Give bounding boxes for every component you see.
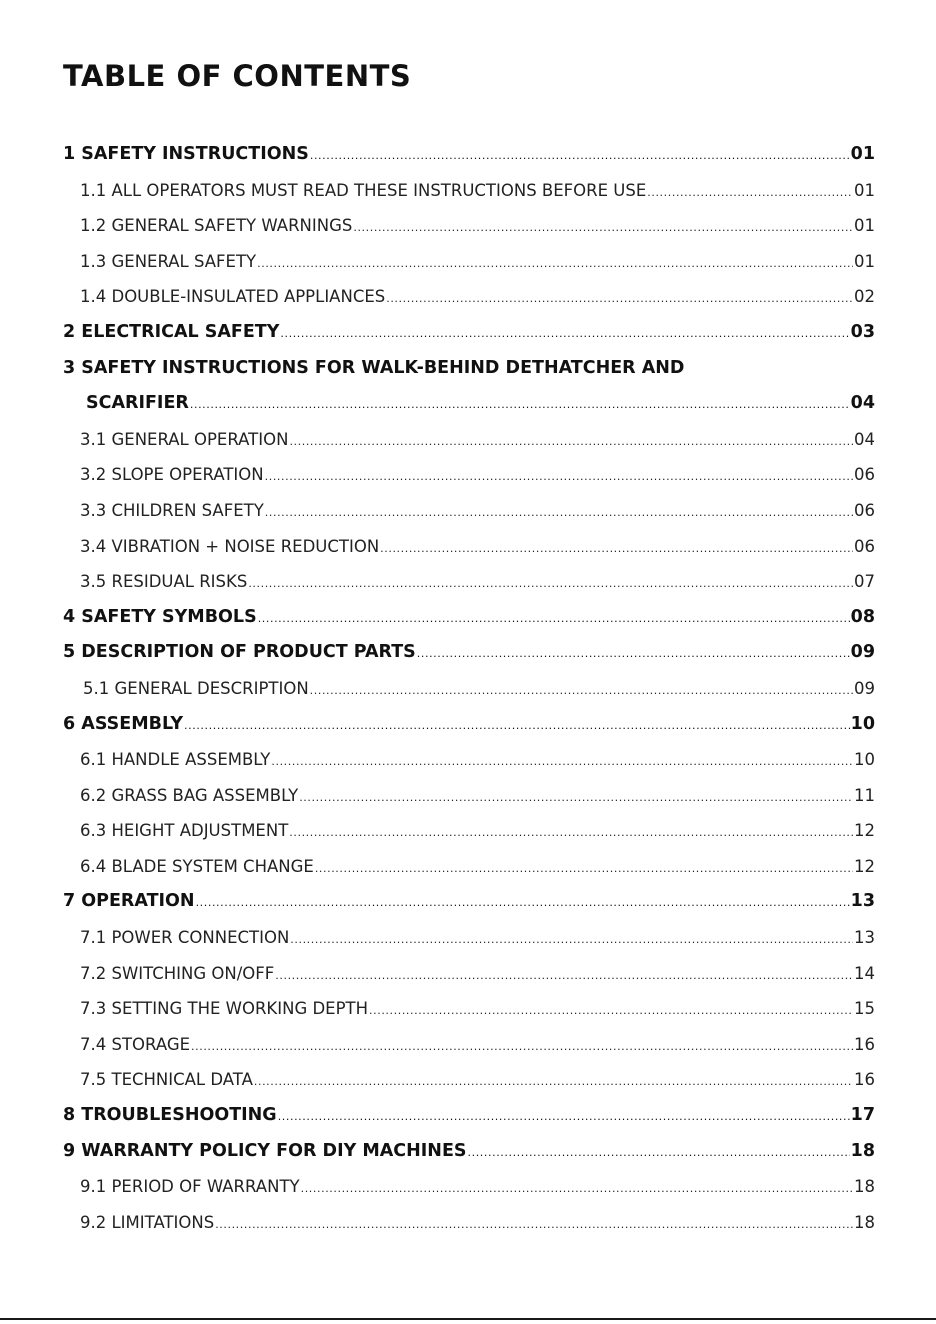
toc-entry-9-2[interactable] <box>63 1205 875 1241</box>
toc-entry-3-3[interactable] <box>63 493 875 529</box>
toc-page-number: 13 <box>854 928 875 948</box>
toc-entry-label: 7.2 SWITCHING ON/OFF <box>80 963 275 983</box>
toc-entry-label: 9 WARRANTY POLICY FOR DIY MACHINES <box>63 1140 467 1161</box>
toc-leader-dots <box>386 281 853 315</box>
toc-leader-dots <box>248 566 853 600</box>
toc-page-number: 04 <box>854 429 875 449</box>
toc-page-number: 14 <box>854 963 875 983</box>
toc-page-number: 06 <box>854 500 875 520</box>
toc-entry-3-2[interactable] <box>63 457 875 493</box>
toc-page-number: 06 <box>854 536 875 556</box>
toc-entry-6-3[interactable] <box>63 813 875 849</box>
toc-leader-dots <box>647 175 853 209</box>
toc-entry-7-5[interactable] <box>63 1062 875 1098</box>
toc-page-number: 16 <box>854 1034 875 1054</box>
page-title: TABLE OF CONTENTS <box>63 59 412 93</box>
toc-entry-label: 8 TROUBLESHOOTING <box>63 1105 277 1126</box>
toc-leader-dots <box>380 531 853 565</box>
toc-page-number: 01 <box>854 251 875 271</box>
toc-leader-dots <box>301 1171 853 1205</box>
toc-entry-7-4[interactable] <box>63 1027 875 1063</box>
toc-leader-dots <box>417 636 850 671</box>
toc-page-number: 09 <box>854 678 875 698</box>
toc-entry-label: 3.1 GENERAL OPERATION <box>80 429 289 449</box>
toc-entry-1-1[interactable] <box>63 173 875 209</box>
toc-page-number: 02 <box>854 287 875 307</box>
bottom-rule <box>0 1318 936 1320</box>
toc-leader-dots <box>191 1029 853 1063</box>
toc-leader-dots <box>280 316 849 351</box>
toc-page-number: 11 <box>854 785 875 805</box>
toc-leader-dots <box>315 851 853 885</box>
toc-page-number: 06 <box>854 465 875 485</box>
toc-page-number: 01 <box>850 144 875 164</box>
toc-leader-dots <box>254 1064 853 1098</box>
toc-page-number: 12 <box>854 821 875 841</box>
toc-entry-7-1[interactable] <box>63 920 875 956</box>
toc-entry-label: 1.4 DOUBLE-INSULATED APPLIANCES <box>80 287 386 307</box>
toc-leader-dots <box>369 993 853 1027</box>
toc-entry-label: SCARIFIER <box>86 393 189 414</box>
toc-entry-label: 7.5 TECHNICAL DATA <box>80 1070 253 1090</box>
toc-entry-7-3[interactable] <box>63 991 875 1027</box>
toc-page-number: 08 <box>850 606 875 627</box>
toc-leader-dots <box>353 210 853 244</box>
toc-entry-label: 5.1 GENERAL DESCRIPTION <box>83 678 309 698</box>
toc-entry-label: 6.1 HANDLE ASSEMBLY <box>80 750 271 770</box>
toc-page-number: 01 <box>854 180 875 200</box>
toc-page-number: 09 <box>850 642 875 663</box>
toc-entry-3-continued[interactable] <box>63 386 875 422</box>
toc-entry-label: 1.3 GENERAL SAFETY <box>80 251 257 271</box>
toc-leader-dots <box>290 922 853 956</box>
toc-page-number: 04 <box>850 393 875 414</box>
toc-leader-dots <box>190 387 850 422</box>
toc-page-number: 10 <box>850 713 875 734</box>
toc-entry-label: 3.5 RESIDUAL RISKS <box>80 572 248 592</box>
toc-leader-dots <box>184 708 850 743</box>
toc-leader-dots <box>265 495 853 529</box>
toc-entry-label: 2 ELECTRICAL SAFETY <box>63 321 280 342</box>
toc-entry-6-2[interactable] <box>63 778 875 814</box>
toc-leader-dots <box>271 744 853 778</box>
toc-leader-dots <box>289 424 853 458</box>
toc-leader-dots <box>258 601 850 636</box>
toc-entry-8[interactable] <box>63 1098 875 1134</box>
toc-page-number: 03 <box>850 321 875 342</box>
toc-entry-5-1[interactable] <box>63 671 875 707</box>
toc-entry-label: 3.3 CHILDREN SAFETY <box>80 500 264 520</box>
toc-leader-dots <box>257 246 853 280</box>
toc-leader-dots <box>310 138 850 173</box>
toc-entry-3-5[interactable] <box>63 564 875 600</box>
toc-entry-4[interactable] <box>63 600 875 636</box>
toc-entry-label: 6 ASSEMBLY <box>63 713 184 734</box>
toc-entry-1-3[interactable] <box>63 244 875 280</box>
toc-page-number: 18 <box>854 1212 875 1232</box>
toc-entry-label: 7.1 POWER CONNECTION <box>80 928 290 948</box>
table-of-contents <box>63 137 875 1240</box>
toc-entry-label: 3.4 VIBRATION + NOISE REDUCTION <box>80 536 380 556</box>
toc-entry-label: 6.3 HEIGHT ADJUSTMENT <box>80 821 289 841</box>
toc-entry-9-1[interactable] <box>63 1169 875 1205</box>
toc-page-number: 17 <box>850 1105 875 1126</box>
toc-entry-3[interactable] <box>63 351 875 387</box>
toc-leader-dots <box>289 815 853 849</box>
toc-page-number: 18 <box>850 1140 875 1161</box>
toc-leader-dots <box>468 1135 850 1170</box>
toc-entry-7[interactable] <box>63 884 875 920</box>
toc-entry-label: 4 SAFETY SYMBOLS <box>63 606 257 627</box>
toc-entry-label: 7 OPERATION <box>63 891 195 912</box>
toc-page-number: 15 <box>854 999 875 1019</box>
toc-leader-dots <box>196 885 850 920</box>
toc-entry-label: 1.2 GENERAL SAFETY WARNINGS <box>80 216 353 236</box>
toc-entry-label: 9.1 PERIOD OF WARRANTY <box>80 1177 300 1197</box>
toc-leader-dots <box>278 1099 850 1134</box>
toc-entry-9[interactable] <box>63 1134 875 1170</box>
toc-page-number: 12 <box>854 856 875 876</box>
toc-page-number: 18 <box>854 1177 875 1197</box>
toc-entry-label: 7.3 SETTING THE WORKING DEPTH <box>80 999 369 1019</box>
toc-entry-label: 5 DESCRIPTION OF PRODUCT PARTS <box>63 642 416 663</box>
toc-entry-6-4[interactable] <box>63 849 875 885</box>
toc-entry-label: 6.4 BLADE SYSTEM CHANGE <box>80 856 314 876</box>
toc-page-number: 10 <box>854 750 875 770</box>
toc-entry-2[interactable] <box>63 315 875 351</box>
toc-entry-label: 3.2 SLOPE OPERATION <box>80 465 264 485</box>
toc-entry-label: 6.2 GRASS BAG ASSEMBLY <box>80 785 299 805</box>
toc-page-number: 16 <box>854 1070 875 1090</box>
toc-entry-1[interactable] <box>63 137 875 173</box>
toc-entry-1-4[interactable] <box>63 279 875 315</box>
toc-entry-3-4[interactable] <box>63 529 875 565</box>
toc-entry-6[interactable] <box>63 707 875 743</box>
toc-leader-dots <box>299 780 853 814</box>
toc-page-number: 07 <box>854 572 875 592</box>
toc-entry-5[interactable] <box>63 635 875 671</box>
toc-entry-label: 7.4 STORAGE <box>80 1034 191 1054</box>
toc-leader-dots <box>265 459 853 493</box>
toc-entry-3-1[interactable] <box>63 422 875 458</box>
toc-entry-label: 1 SAFETY INSTRUCTIONS <box>63 144 309 164</box>
toc-entry-label: 9.2 LIMITATIONS <box>80 1212 215 1232</box>
toc-entry-7-2[interactable] <box>63 956 875 992</box>
toc-page-number: 01 <box>854 216 875 236</box>
toc-entry-label: 3 SAFETY INSTRUCTIONS FOR WALK-BEHIND DETHATCHER AND <box>63 357 685 378</box>
toc-page-number: 13 <box>850 891 875 912</box>
toc-leader-dots <box>310 673 853 707</box>
toc-leader-dots <box>215 1207 853 1241</box>
toc-entry-label: 1.1 ALL OPERATORS MUST READ THESE INSTRUCTIONS BEFORE USE <box>80 180 647 200</box>
toc-leader-dots <box>275 958 853 992</box>
toc-entry-1-2[interactable] <box>63 208 875 244</box>
toc-entry-6-1[interactable] <box>63 742 875 778</box>
